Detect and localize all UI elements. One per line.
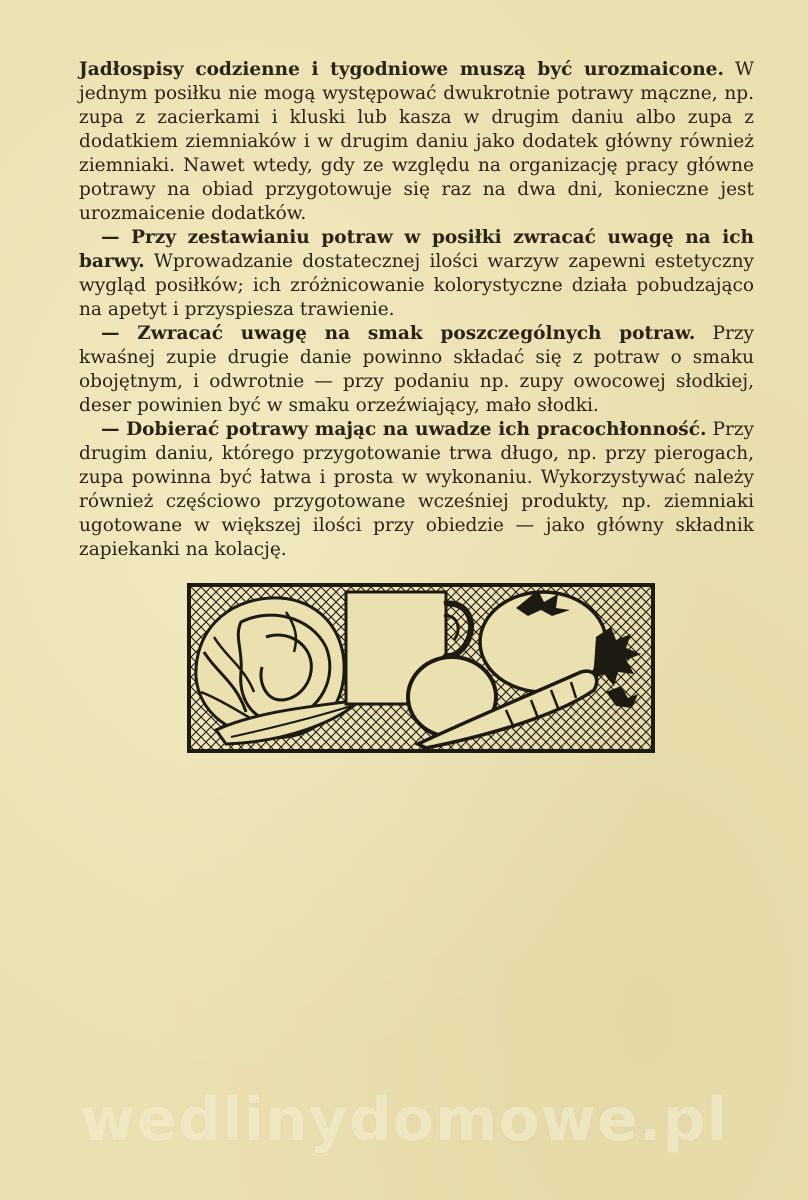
paragraph-menu-variety bbox=[79, 58, 754, 226]
vegetables-illustration-icon bbox=[186, 582, 656, 754]
article-text bbox=[79, 58, 754, 562]
paragraph-labor bbox=[79, 418, 754, 562]
paragraph-heading: — Przy zestawianiu potraw w posiłki zwracać uwagę na ich barwy. bbox=[79, 227, 754, 272]
paragraph-colors bbox=[79, 226, 754, 322]
paragraph-body: W jednym posiłku nie mogą występować dwukrotnie potrawy mączne, np. zupa z zacierkami i kluski lub kasza w drugim daniu albo zupa z dodatkiem ziemniaków i w drugim daniu jako dodatek główny również ziemniaki. Nawet wtedy, gdy ze względu na organizację pracy główne potrawy na obiad przygotowuje się raz na dwa dni, konieczne jest urozmaicenie dodatków. bbox=[79, 59, 754, 224]
paragraph-heading: — Zwracać uwagę na smak poszczególnych potraw. bbox=[101, 323, 696, 344]
paragraph-body: Przy kwaśnej zupie drugie danie powinno składać się z potraw o smaku obojętnym, i odwrotnie — przy podaniu np. zupy owocowej słodkiej, deser powinien być w smaku orzeźwiający, mało słodki. bbox=[79, 323, 755, 416]
paragraph-body: Przy drugim daniu, którego przygotowanie trwa długo, np. przy pierogach, zupa powinna być łatwa i prosta w wykonaniu. Wykorzystywać należy również częściowo przygotowane wcześniej produkty, np. ziemniaki ugotowane w większej ilości przy obiedzie — jako główny składnik zapiekanki na kolację. bbox=[79, 419, 754, 560]
paragraph-heading: — Dobierać potrawy mając na uwadze ich pracochłonność. bbox=[101, 419, 707, 440]
paragraph-body: Wprowadzanie dostatecznej ilości warzyw zapewni estetyczny wygląd posiłków; ich zróżnicowanie kolorystyczne działa pobudzająco na apetyt i przyspiesza trawienie. bbox=[79, 251, 754, 320]
watermark-text: wedlinydomowe.pl bbox=[79, 1085, 729, 1155]
paragraph-taste bbox=[79, 322, 754, 418]
paragraph-heading: Jadłospisy codzienne i tygodniowe muszą być urozmaicone. bbox=[79, 59, 724, 80]
